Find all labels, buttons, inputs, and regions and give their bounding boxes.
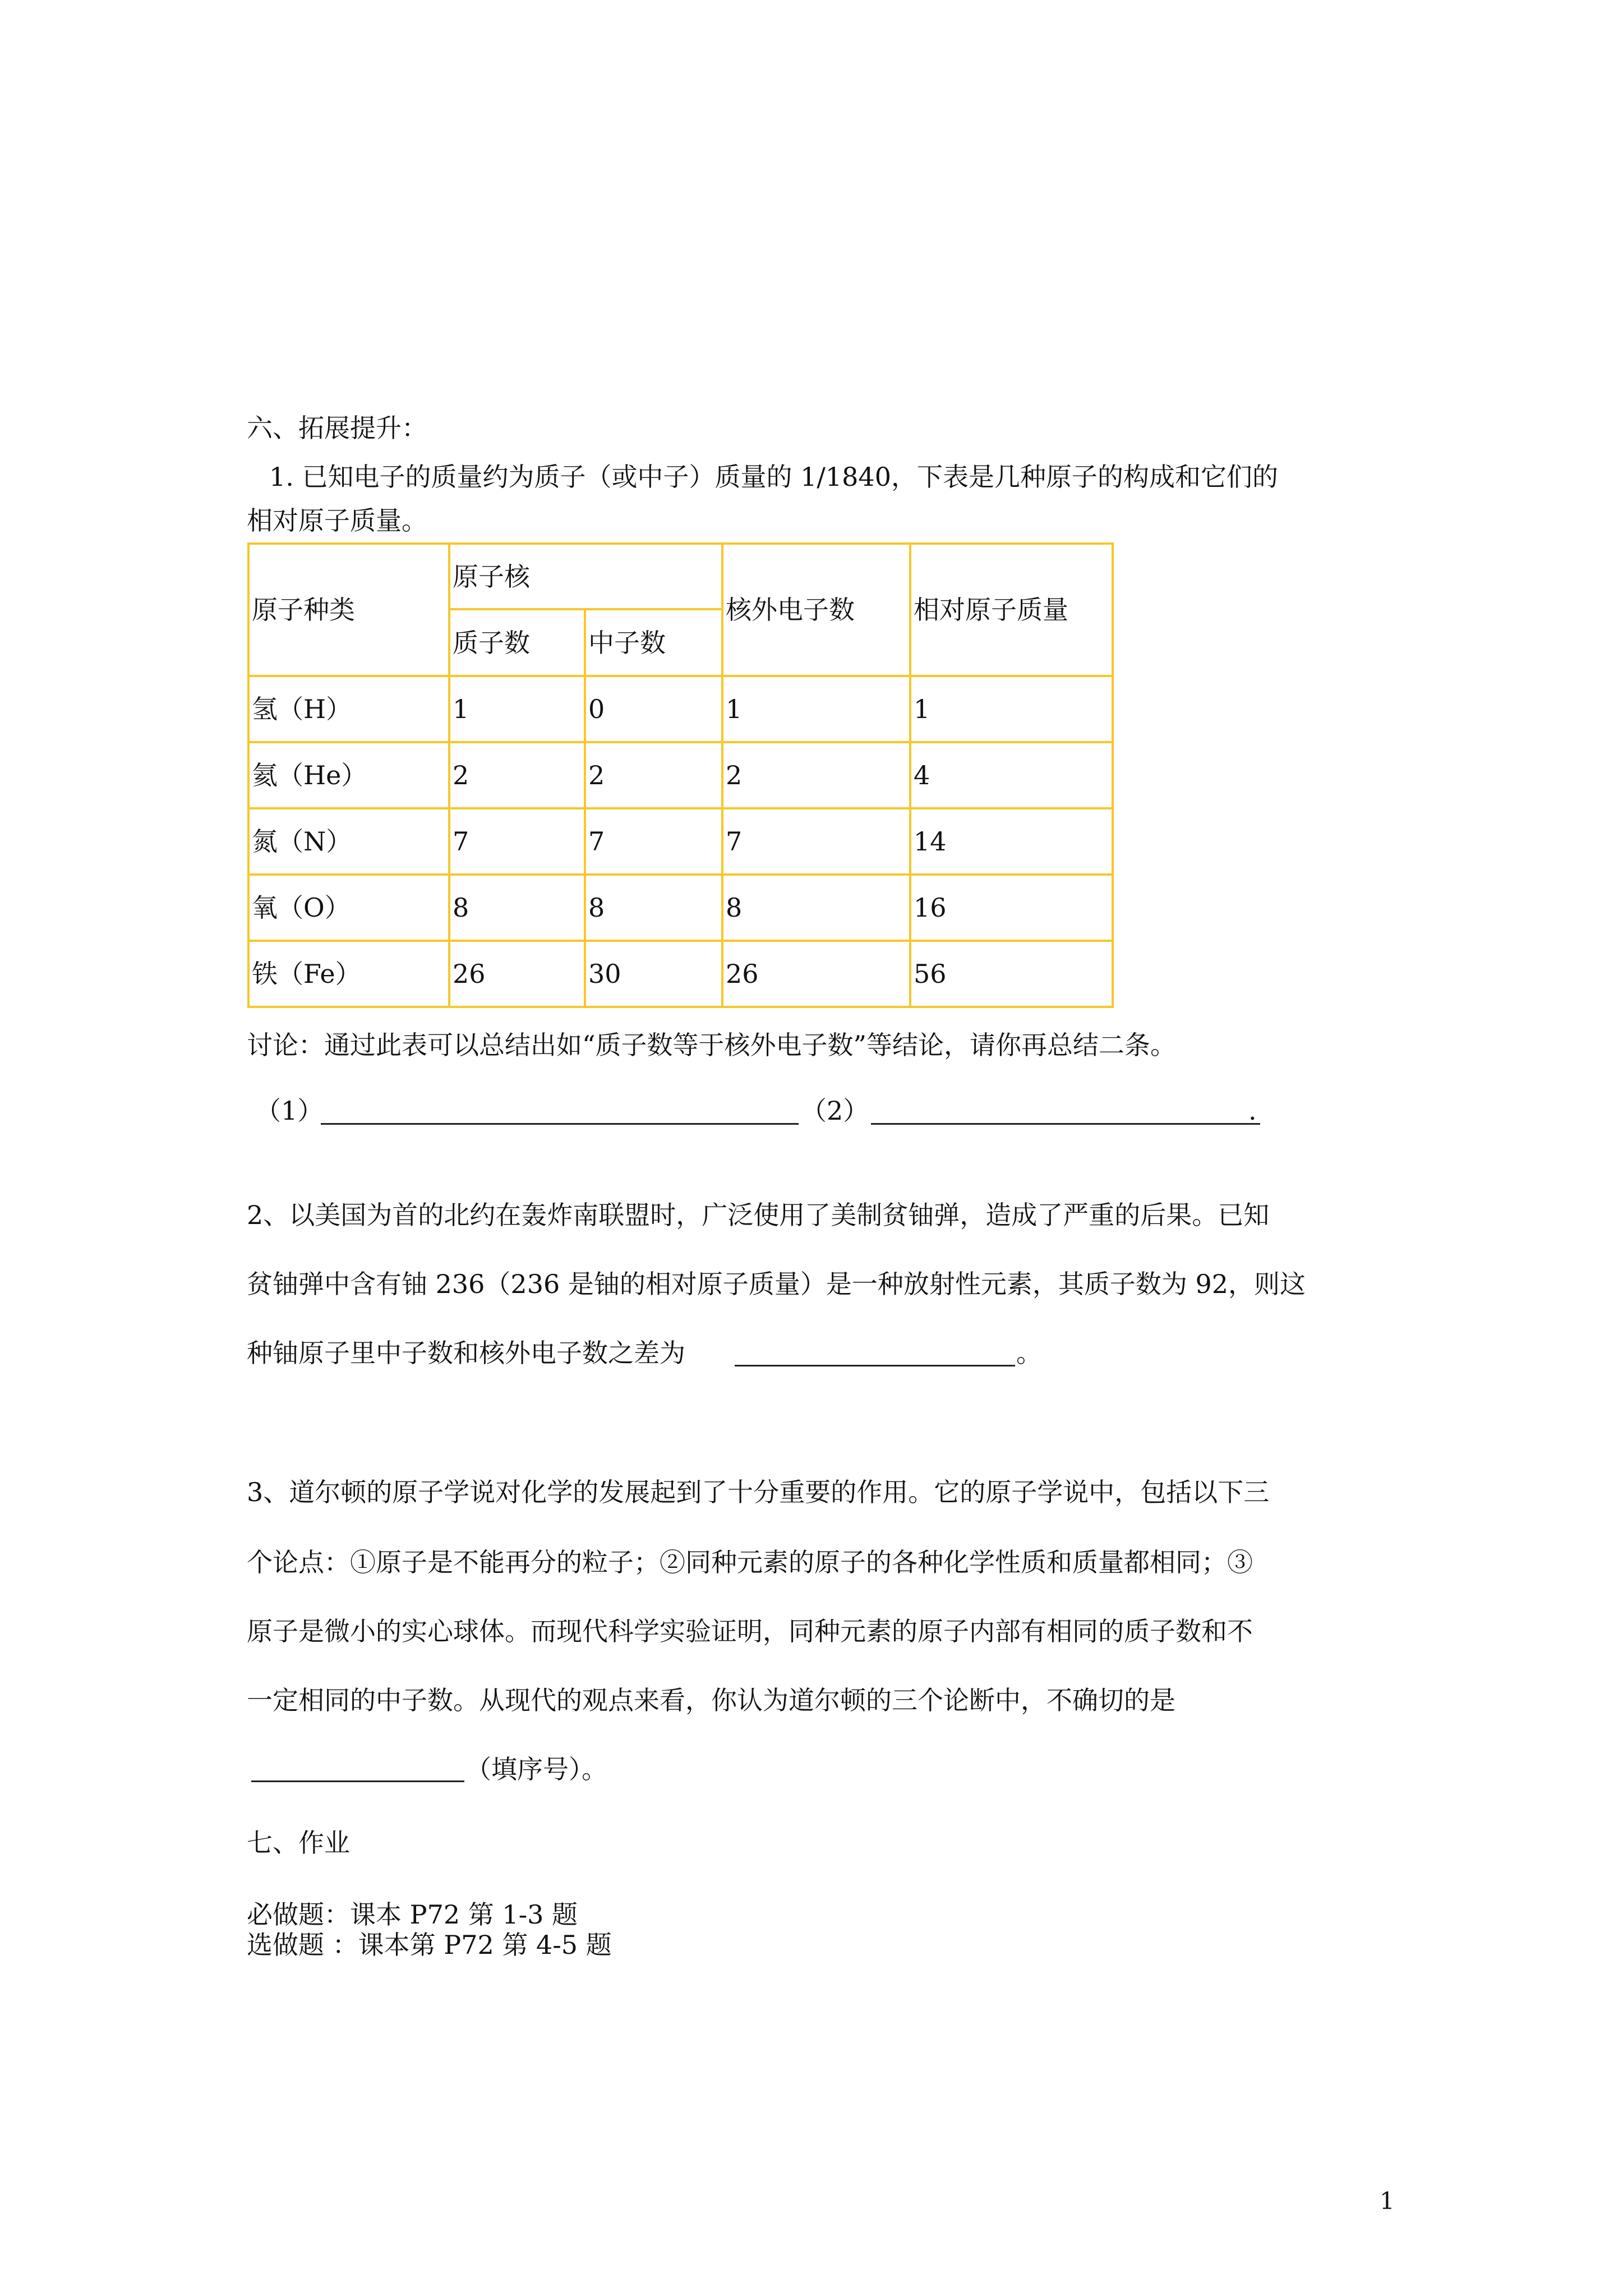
cell-neutrons: 7 xyxy=(585,808,722,875)
atom-composition-table xyxy=(247,542,1114,1008)
q2-line-3: 种铀原子里中子数和核外电子数之差为 xyxy=(247,1338,685,1368)
q2-line-2: 贫铀弹中含有铀 236（236 是铀的相对原子质量）是一种放射性元素，其质子数为 92，则这 xyxy=(247,1269,1306,1299)
header-relative-mass: 相对原子质量 xyxy=(910,544,1113,676)
table-row xyxy=(248,676,1113,742)
header-atom-type: 原子种类 xyxy=(248,544,449,676)
cell-mass: 1 xyxy=(910,676,1113,742)
q1-answer-blank-1[interactable] xyxy=(321,1123,799,1125)
cell-neutrons: 0 xyxy=(585,676,722,742)
cell-mass: 56 xyxy=(910,941,1113,1007)
section-7-heading: 七、作业 xyxy=(247,1828,350,1858)
q2-line-1: 2、以美国为首的北约在轰炸南联盟时，广泛使用了美制贫铀弹，造成了严重的后果。已知 xyxy=(247,1200,1270,1230)
cell-mass: 16 xyxy=(910,875,1113,941)
q1-answer-label-2: （2） xyxy=(801,1096,869,1126)
q1-answer-label-1: （1） xyxy=(255,1096,324,1126)
cell-atom: 铁（Fe） xyxy=(248,941,449,1007)
q2-answer-blank[interactable] xyxy=(735,1365,1015,1366)
cell-neutrons: 2 xyxy=(585,742,722,808)
page-number: 1 xyxy=(1380,2187,1395,2215)
cell-atom: 氮（N） xyxy=(248,808,449,875)
header-neutrons: 中子数 xyxy=(585,609,722,676)
q2-line-3-end: 。 xyxy=(1016,1338,1042,1368)
cell-mass: 4 xyxy=(910,742,1113,808)
cell-mass: 14 xyxy=(910,808,1113,875)
header-protons: 质子数 xyxy=(449,609,585,676)
cell-protons: 7 xyxy=(449,808,585,875)
cell-neutrons: 30 xyxy=(585,941,722,1007)
q1-end-mark: . xyxy=(1248,1096,1257,1126)
q1-answer-blank-2[interactable] xyxy=(871,1123,1260,1125)
cell-atom: 氧（O） xyxy=(248,875,449,941)
q3-line-4: 一定相同的中子数。从现代的观点来看，你认为道尔顿的三个论断中，不确切的是 xyxy=(247,1685,1175,1715)
cell-electrons: 1 xyxy=(722,676,910,742)
q1-intro-line-2: 相对原子质量。 xyxy=(247,505,427,536)
q3-line-1: 3、道尔顿的原子学说对化学的发展起到了十分重要的作用。它的原子学说中，包括以下三 xyxy=(247,1477,1270,1507)
table-row xyxy=(248,941,1113,1007)
cell-electrons: 8 xyxy=(722,875,910,941)
q3-line-2: 个论点：①原子是不能再分的粒子；②同种元素的原子的各种化学性质和质量都相同；③ xyxy=(247,1547,1253,1577)
q3-line-5-suffix: （填序号）。 xyxy=(465,1754,607,1784)
cell-protons: 1 xyxy=(449,676,585,742)
q3-line-3: 原子是微小的实心球体。而现代科学实验证明，同种元素的原子内部有相同的质子数和不 xyxy=(247,1616,1253,1646)
table-row xyxy=(248,742,1113,808)
cell-electrons: 2 xyxy=(722,742,910,808)
q1-discussion: 讨论：通过此表可以总结出如“质子数等于核外电子数”等结论，请你再总结二条。 xyxy=(247,1030,1177,1060)
cell-protons: 2 xyxy=(449,742,585,808)
cell-atom: 氦（He） xyxy=(248,742,449,808)
section-6-heading: 六、拓展提升： xyxy=(247,413,427,443)
homework-optional: 选做题 ：课本第 P72 第 4-5 题 xyxy=(247,1930,612,1960)
q3-answer-blank[interactable] xyxy=(251,1780,464,1782)
q1-intro-line-1: 1. 已知电子的质量约为质子（或中子）质量的 1/1840，下表是几种原子的构成和它们的 xyxy=(269,462,1278,492)
homework-required: 必做题：课本 P72 第 1-3 题 xyxy=(247,1899,578,1930)
table-row xyxy=(248,808,1113,875)
cell-protons: 26 xyxy=(449,941,585,1007)
header-electrons: 核外电子数 xyxy=(722,544,910,676)
cell-neutrons: 8 xyxy=(585,875,722,941)
cell-atom: 氢（H） xyxy=(248,676,449,742)
cell-electrons: 26 xyxy=(722,941,910,1007)
table-row xyxy=(248,875,1113,941)
cell-protons: 8 xyxy=(449,875,585,941)
table-header-row xyxy=(248,544,1113,609)
cell-electrons: 7 xyxy=(722,808,910,875)
header-nucleus: 原子核 xyxy=(449,544,722,609)
